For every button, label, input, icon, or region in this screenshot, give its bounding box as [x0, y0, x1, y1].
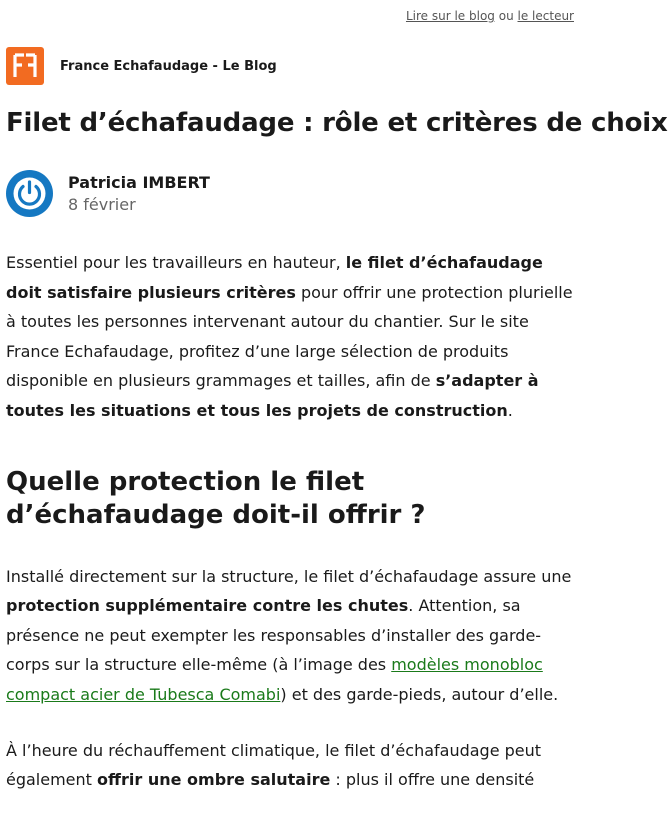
text: pour offrir une protection plurielle à toutes les personnes intervenant autour du chantier. Sur le site France Echafaudage, profitez d’une large sélection de produits disponible en plusieurs grammages et tailles, afin de: [6, 282, 573, 391]
bold-text: s’adapter à toutes les situations et tous les projets de construction: [6, 371, 539, 420]
post-date: 8 février: [68, 194, 136, 214]
text: Essentiel pour les travailleurs en hauteur,: [6, 253, 346, 272]
text: .: [507, 400, 513, 420]
blog-header: [6, 47, 277, 85]
read-on-blog-link[interactable]: Lire sur le blog: [405, 9, 495, 23]
top-bar: [406, 9, 574, 23]
bold-text: protection supplémentaire contre les chutes: [6, 596, 409, 616]
text: Installé directement sur la structure, le filet d’échafaudage assure une: [6, 566, 572, 586]
paragraph-intro: [6, 248, 574, 426]
text: À l’heure du réchauffement climatique, le filet d’échafaudage peut également: [6, 740, 542, 790]
text: ) et des garde-pieds, autour d’elle.: [280, 684, 559, 704]
author-avatar: [6, 170, 53, 217]
blog-logo-icon[interactable]: [6, 47, 44, 85]
blog-name[interactable]: France Echafaudage - Le Blog: [60, 58, 277, 74]
section-heading: Quelle protection le filet d’échafaudage doit-il offrir ?: [6, 466, 426, 530]
post-title: Filet d’échafaudage : rôle et critères de choix: [6, 108, 668, 138]
product-link[interactable]: modèles monobloc compact acier de Tubesca Comabi: [6, 655, 543, 704]
author-block: [6, 170, 210, 217]
article-content: [6, 248, 574, 821]
text: : plus il offre une densité: [330, 770, 535, 790]
text: . Attention, sa présence ne peut exempter les responsables d’installer des garde-corps sur la structure elle-même (à l’image des: [6, 596, 542, 675]
paragraph-protection: [6, 562, 574, 710]
topbar-separator: ou: [498, 9, 514, 23]
author-name[interactable]: Patricia IMBERT: [68, 172, 210, 192]
bold-text: offrir une ombre salutaire: [97, 770, 331, 790]
paragraph-climate: [6, 736, 574, 795]
bold-text: le filet d’échafaudage doit satisfaire plusieurs critères: [6, 253, 543, 302]
reader-link[interactable]: le lecteur: [517, 9, 574, 23]
